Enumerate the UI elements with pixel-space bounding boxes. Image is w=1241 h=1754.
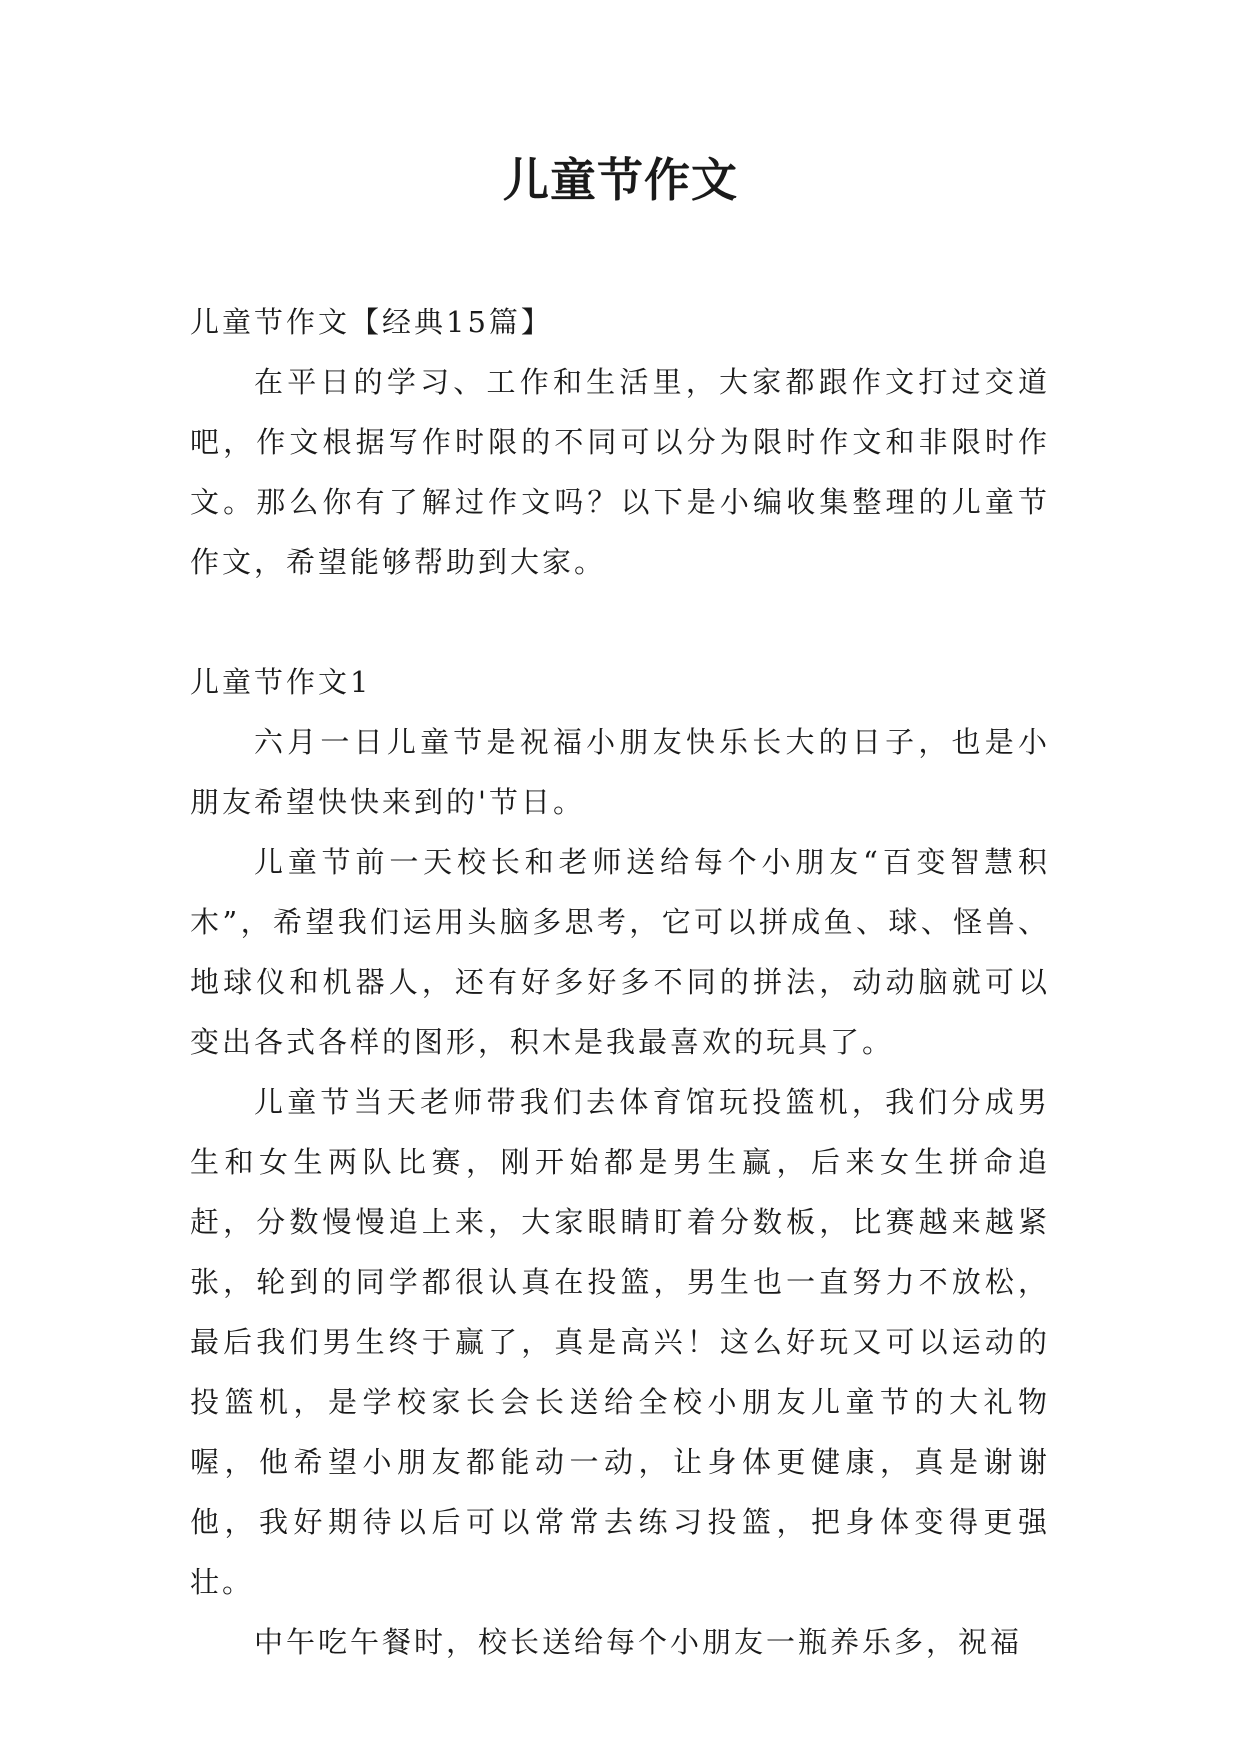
subtitle: 儿童节作文【经典15篇】: [190, 305, 553, 339]
paragraph: 儿童节前一天校长和老师送给每个小朋友“百变智慧积木”，希望我们运用头脑多思考，它可以拼成鱼、球、怪兽、地球仪和机器人，还有好多好多不同的拼法，动动脑就可以变出各式各样的图形，积木是我最喜欢的玩具了。: [190, 845, 1050, 1059]
page-title: 儿童节作文: [503, 153, 738, 207]
section-spacer: [190, 592, 1050, 652]
paragraph: 中午吃午餐时，校长送给每个小朋友一瓶养乐多，祝福: [254, 1625, 1023, 1659]
paragraph: 六月一日儿童节是祝福小朋友快乐长大的日子，也是小朋友希望快快来到的'节日。: [190, 725, 1050, 819]
paragraph: 儿童节当天老师带我们去体育馆玩投篮机，我们分成男生和女生两队比赛，刚开始都是男生赢，后来女生拼命追赶，分数慢慢追上来，大家眼睛盯着分数板，比赛越来越紧张，轮到的同学都很认真在投篮，男生也一直努力不放松，最后我们男生终于赢了，真是高兴！这么好玩又可以运动的投篮机，是学校家长会长送给全校小朋友儿童节的大礼物喔，他希望小朋友都能动一动，让身体更健康，真是谢谢他，我好期待以后可以常常去练习投篮，把身体变得更强壮。: [190, 1085, 1050, 1599]
document-body: [190, 292, 1050, 1672]
section-heading: 儿童节作文1: [190, 665, 372, 699]
intro-paragraph: 在平日的学习、工作和生活里，大家都跟作文打过交道吧，作文根据写作时限的不同可以分为限时作文和非限时作文。那么你有了解过作文吗？以下是小编收集整理的儿童节作文，希望能够帮助到大家。: [190, 365, 1050, 579]
